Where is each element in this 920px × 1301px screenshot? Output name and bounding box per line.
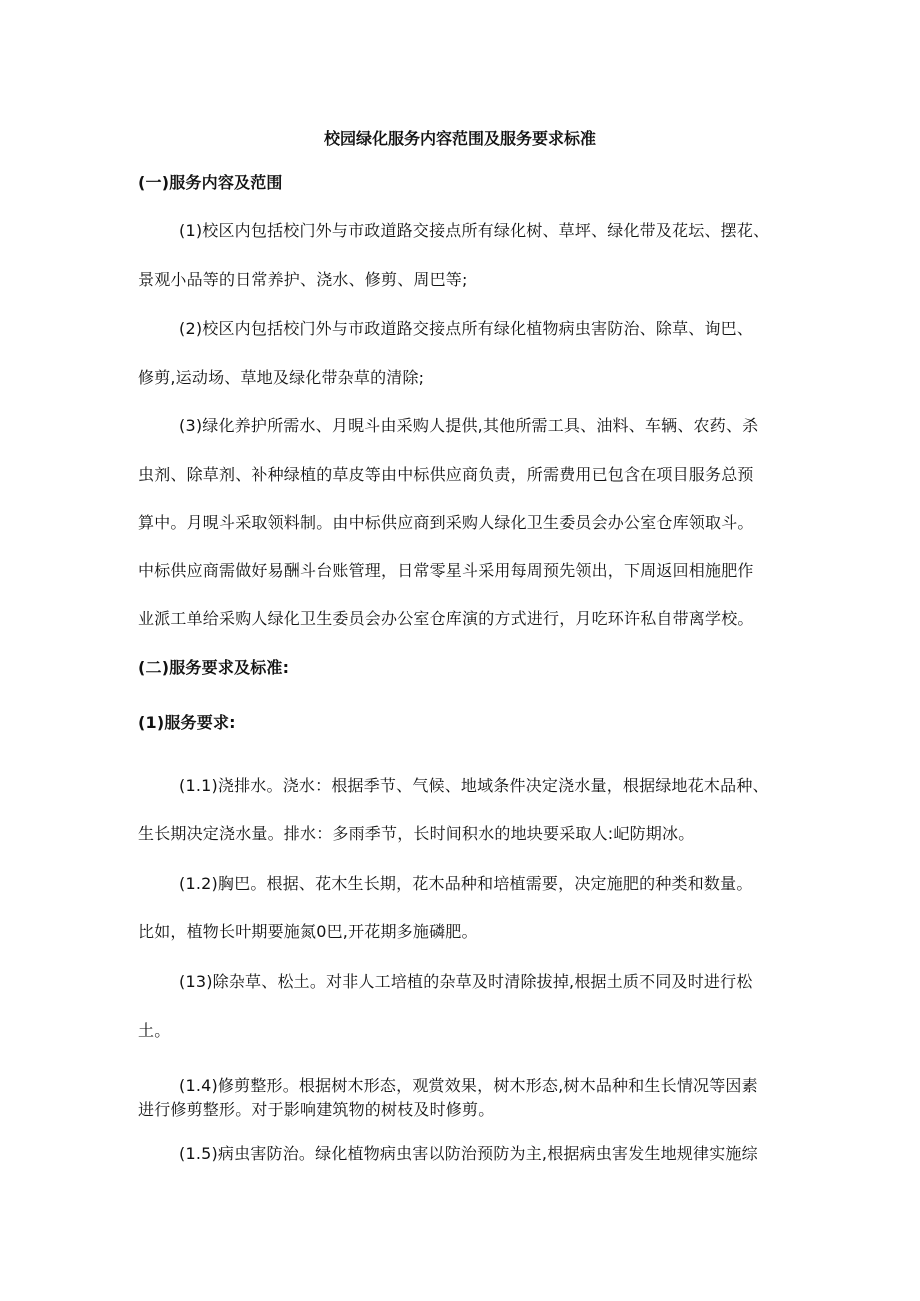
item-1-3-line-2: 土。 bbox=[138, 1021, 171, 1040]
item-1-4-line-2: 进行修剪整形。对于影响建筑物的树枝及时修剪。 bbox=[138, 1100, 495, 1119]
item-1-3-line-1: (13)除杂草、松土。对非人工培植的杂草及时清除拔掉,根据土质不同及时进行松 bbox=[179, 972, 753, 991]
item-1-1-line-2: 生长期决定浇水量。排水：多雨季节，长时间积水的地块要采取人:屺防期冰。 bbox=[138, 824, 695, 843]
item-1-5-line-1: (1.5)病虫害防治。绿化植物病虫害以防治预防为主,根据病虫害发生地规律实施综 bbox=[179, 1144, 758, 1163]
section-heading-service-scope: (一)服务内容及范围 bbox=[138, 173, 283, 192]
paragraph-3-line-2: 虫剂、除草剂、补种绿植的草皮等由中标供应商负责，所需费用已包含在项目服务总预 bbox=[138, 465, 754, 484]
item-1-2-line-2: 比如，植物长叶期要施氮0巴,开花期多施磷肥。 bbox=[138, 922, 478, 941]
paragraph-1-line-1: (1)校区内包括校门外与市政道路交接点所有绿化树、草坪、绿化带及花坛、摆花、 bbox=[179, 221, 770, 240]
item-1-1-line-1: (1.1)浇排水。浇水：根据季节、气候、地域条件决定浇水量，根据绿地花木品种、 bbox=[179, 776, 769, 795]
item-1-2-line-1: (1.2)胸巴。根据、花木生长期，花木品种和培植需要，决定施肥的种类和数量。 bbox=[179, 874, 753, 893]
paragraph-1-line-2: 景观小品等的日常养护、浇水、修剪、周巴等; bbox=[138, 270, 468, 289]
paragraph-3-line-3: 算中。月晛斗采取领料制。由中标供应商到采购人绿化卫生委员会办公室仓库领取斗。 bbox=[138, 513, 754, 532]
document-title: 校园绿化服务内容范围及服务要求标准 bbox=[323, 129, 596, 148]
section-heading-requirements: (二)服务要求及标准: bbox=[138, 658, 290, 677]
paragraph-3-line-1: (3)绿化养护所需水、月晛斗由采购人提供,其他所需工具、油料、车辆、农药、杀 bbox=[179, 416, 759, 435]
subsection-heading-service-requirements: (1)服务要求: bbox=[138, 713, 236, 732]
paragraph-3-line-4: 中标供应商需做好易酬斗台账管理，日常零星斗采用每周预先领出，下周返回相施肥作 bbox=[138, 561, 754, 580]
paragraph-3-line-5: 业派工单给采购人绿化卫生委员会办公室仓库演的方式进行，月吃环许私自带离学校。 bbox=[138, 609, 754, 628]
paragraph-2-line-2: 修剪,运动场、草地及绿化带杂草的清除; bbox=[138, 368, 425, 387]
paragraph-2-line-1: (2)校区内包括校门外与市政道路交接点所有绿化植物病虫害防治、除草、询巴、 bbox=[179, 319, 754, 338]
item-1-4-line-1: (1.4)修剪整形。根据树木形态，观赏效果，树木形态,树木品种和生长情况等因素 bbox=[179, 1076, 758, 1095]
